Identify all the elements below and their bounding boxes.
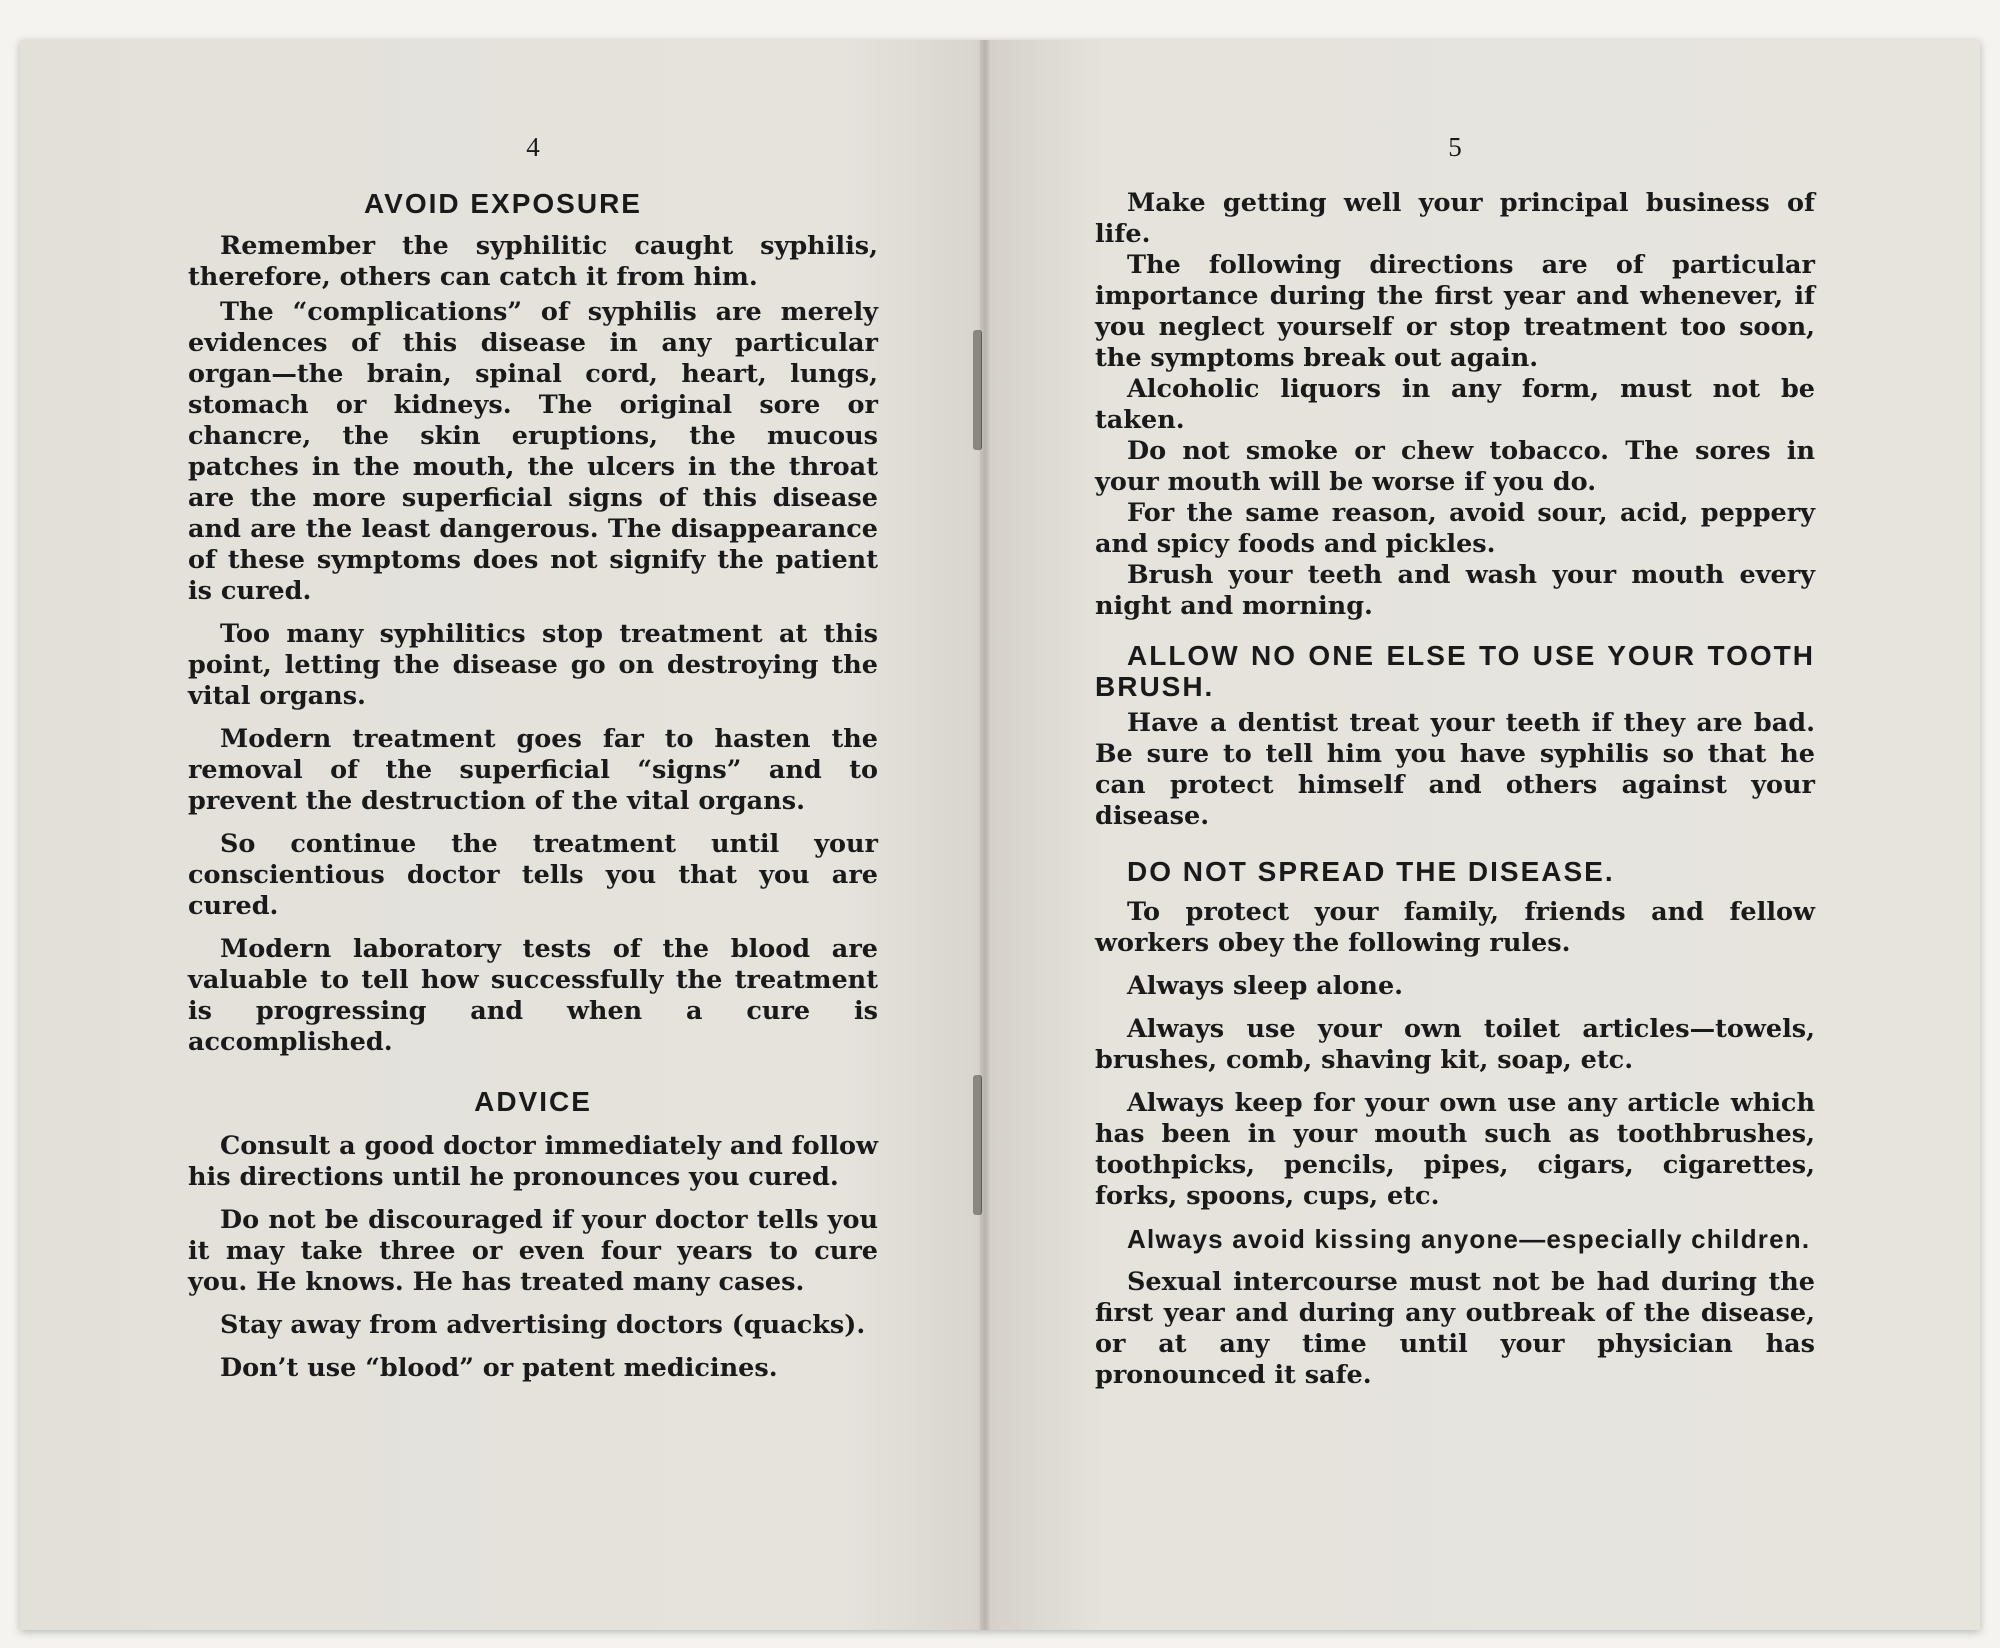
right-page [985,40,1980,1630]
paragraph: So continue the treatment until your conscientious doctor tells you that you are cured. [188,829,878,921]
staple-bottom [973,1075,981,1215]
paragraph: For the same reason, avoid sour, acid, peppery and spicy foods and pickles. [1095,498,1815,559]
paragraph: Don’t use “blood” or patent medicines. [220,1353,778,1383]
paragraph: The following directions are of particular importance during the first year and whenever, if you neglect yourself or stop treatment too soon, the symptoms break out again. [1095,250,1815,373]
paragraph: The “complications” of syphilis are merely evidences of this disease in any particular organ—the brain, spinal cord, heart, lungs, stomach or kidneys. The original sore or chancre, the skin eruptions, the mucous patches in the mouth, the ulcers in the throat are the more superficial signs of this disease and are the least dangerous. The disappearance of these symptoms does not signify the patient is cured. [188,297,878,606]
paragraph: Brush your teeth and wash your mouth every night and morning. [1095,560,1815,621]
paragraph: Modern treatment goes far to hasten the removal of the superficial “signs” and to prevent the destruction of the vital organs. [188,724,878,816]
paragraph: Stay away from advertising doctors (quacks). [220,1310,866,1340]
paragraph-emphasis: Always avoid kissing anyone—especially children. [1127,1224,1811,1254]
paragraph: To protect your family, friends and fellow workers obey the following rules. [1095,897,1815,958]
heading-avoid-exposure: AVOID EXPOSURE [364,188,642,219]
paragraph: Remember the syphilitic caught syphilis, therefore, others can catch it from him. [188,231,878,292]
paragraph: Always use your own toilet articles—towels, brushes, comb, shaving kit, soap, etc. [1095,1014,1815,1075]
staple-top [973,330,981,450]
paragraph: Modern laboratory tests of the blood are valuable to tell how successfully the treatment is progressing and when a cure is accomplished. [188,934,878,1057]
page-number-left: 4 [526,132,540,162]
heading-do-not-spread: DO NOT SPREAD THE DISEASE. [1127,856,1615,887]
paragraph: Alcoholic liquors in any form, must not be taken. [1095,374,1815,435]
paragraph: Too many syphilitics stop treatment at this point, letting the disease go on destroying the vital organs. [188,619,878,711]
booklet-spine [980,40,990,1630]
paragraph: Do not be discouraged if your doctor tells you it may take three or even four years to cure you. He knows. He has treated many cases. [188,1205,878,1297]
heading-tooth-brush: ALLOW NO ONE ELSE TO USE YOUR TOOTH BRUSH. [1095,640,1815,702]
paragraph: Consult a good doctor immediately and follow his directions until he pronounces you cured. [188,1131,878,1192]
paragraph: Do not smoke or chew tobacco. The sores in your mouth will be worse if you do. [1095,436,1815,497]
paragraph: Have a dentist treat your teeth if they are bad. Be sure to tell him you have syphilis so that he can protect himself and others against your disease. [1095,708,1815,831]
left-page [20,40,985,1630]
open-booklet [20,40,1980,1630]
paragraph: Sexual intercourse must not be had during the first year and during any outbreak of the disease, or at any time until your physician has pronounced it safe. [1095,1267,1815,1390]
paragraph: Always sleep alone. [1127,971,1404,1001]
paragraph: Make getting well your principal business of life. [1095,188,1815,249]
page-number-right: 5 [1448,132,1462,162]
paragraph: Always keep for your own use any article which has been in your mouth such as toothbrushes, toothpicks, pencils, pipes, cigars, cigarettes, forks, spoons, cups, etc. [1095,1088,1815,1211]
heading-advice: ADVICE [474,1086,592,1117]
